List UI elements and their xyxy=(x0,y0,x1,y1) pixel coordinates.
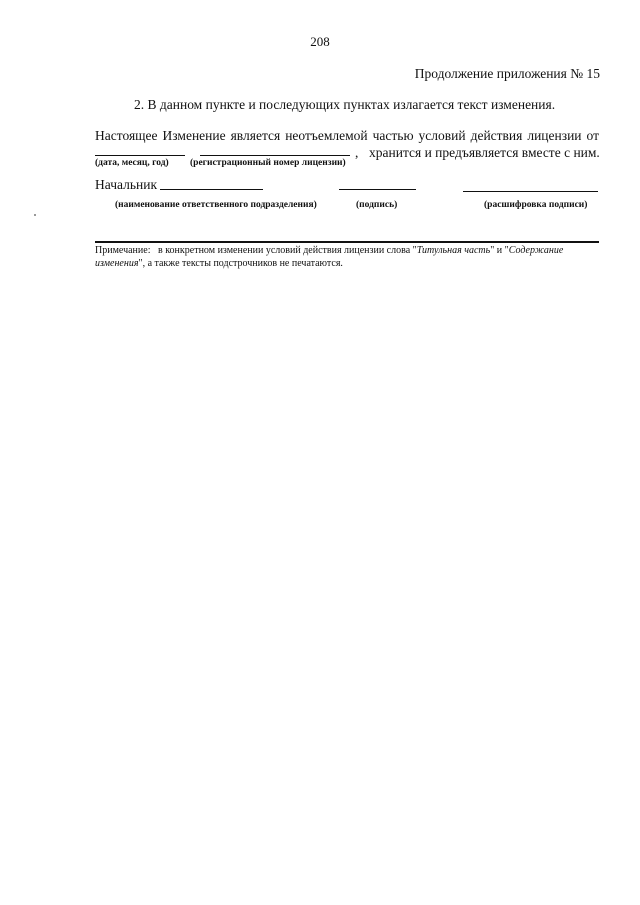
statement-line-2-tail: хранится и предъявляется вместе с ним. xyxy=(369,145,600,160)
paragraph-2: 2. В данном пункте и последующих пунктах излагается текст изменения. xyxy=(134,97,556,112)
footnote xyxy=(95,244,595,270)
page-number: 208 xyxy=(310,34,330,49)
horizontal-rule xyxy=(95,241,599,243)
registration-caption: (регистрационный номер лицензии) xyxy=(190,158,346,168)
note-prefix: Примечание: xyxy=(95,245,151,256)
note-text-before: в конкретном изменении условий действия лицензии слова " xyxy=(157,245,417,256)
scan-speck xyxy=(34,214,36,216)
appendix-continuation: Продолжение приложения № 15 xyxy=(414,66,600,81)
statement-comma: , xyxy=(355,145,359,160)
note-italic-change-content: Содержание изменения xyxy=(95,245,564,269)
decoding-blank-line xyxy=(463,191,598,192)
date-blank-line xyxy=(95,155,185,156)
note-text-between: " и " xyxy=(490,245,509,256)
note-text-after: ", а также тексты подстрочников не печатаются. xyxy=(138,258,343,269)
department-caption: (наименование ответственного подразделения) xyxy=(115,200,317,210)
note-italic-title-part: Титульная часть xyxy=(416,245,491,256)
registration-blank-line xyxy=(200,155,350,156)
date-caption: (дата, месяц, год) xyxy=(95,158,169,168)
head-label: Начальник xyxy=(95,177,158,192)
department-blank-line xyxy=(160,189,263,190)
signature-blank-line xyxy=(339,189,416,190)
statement-line-1: Настоящее Изменение является неотъемлемой частью условий действия лицензии от xyxy=(95,128,599,143)
decoding-caption: (расшифровка подписи) xyxy=(484,200,588,210)
signature-caption: (подпись) xyxy=(356,200,398,210)
